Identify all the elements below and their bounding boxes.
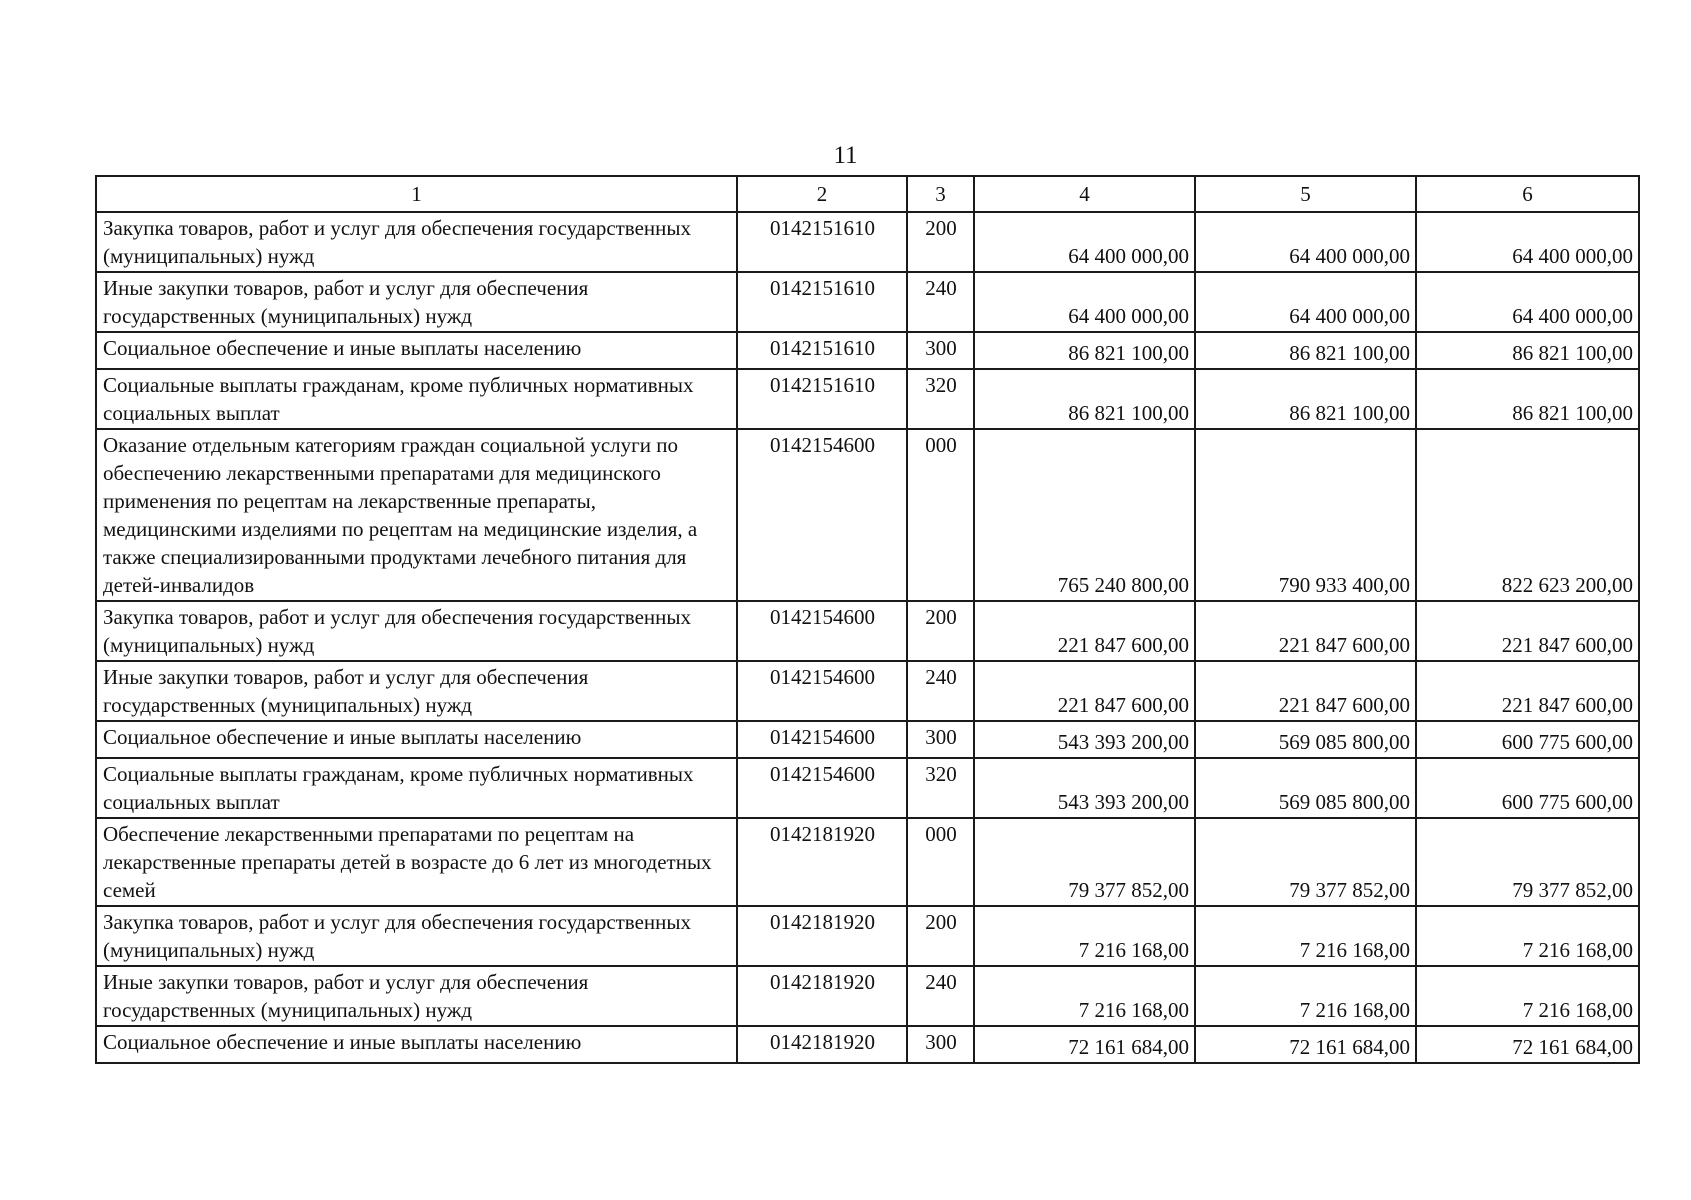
row-value-5: 79 377 852,00 (1195, 818, 1416, 906)
row-value-5: 86 821 100,00 (1195, 369, 1416, 429)
row-code: 0142151610 (737, 332, 907, 369)
row-code: 0142154600 (737, 661, 907, 721)
row-code: 0142154600 (737, 429, 907, 601)
row-name: Обеспечение лекарственными препаратами по рецептам на лекарственные препараты детей в возрасте до 6 лет из многодетных семей (96, 818, 737, 906)
row-value-5: 7 216 168,00 (1195, 966, 1416, 1026)
row-value-5: 221 847 600,00 (1195, 661, 1416, 721)
row-name: Социальное обеспечение и иные выплаты населению (96, 721, 737, 758)
row-name: Оказание отдельным категориям граждан социальной услуги по обеспечению лекарственными препаратами для медицинского применения по рецептам на лекарственные препараты, медицинскими изделиями по рецептам на медицинские изделия, а также специализированными продуктами лечебного питания для детей-инвалидов (96, 429, 737, 601)
column-header-2: 2 (737, 176, 907, 212)
row-value-4: 79 377 852,00 (974, 818, 1195, 906)
row-code: 0142154600 (737, 601, 907, 661)
column-header-6: 6 (1416, 176, 1639, 212)
row-value-6: 221 847 600,00 (1416, 601, 1639, 661)
row-value-4: 7 216 168,00 (974, 966, 1195, 1026)
row-value-6: 79 377 852,00 (1416, 818, 1639, 906)
row-name: Иные закупки товаров, работ и услуг для обеспечения государственных (муниципальных) нужд (96, 272, 737, 332)
row-type: 240 (907, 966, 974, 1026)
budget-table (95, 175, 1640, 1064)
row-name: Закупка товаров, работ и услуг для обеспечения государственных (муниципальных) нужд (96, 906, 737, 966)
row-value-4: 64 400 000,00 (974, 212, 1195, 272)
row-value-6: 72 161 684,00 (1416, 1026, 1639, 1063)
table-row (96, 661, 1639, 721)
table-row (96, 272, 1639, 332)
row-type: 320 (907, 758, 974, 818)
row-code: 0142151610 (737, 272, 907, 332)
row-name: Закупка товаров, работ и услуг для обеспечения государственных (муниципальных) нужд (96, 601, 737, 661)
row-code: 0142154600 (737, 758, 907, 818)
column-header-5: 5 (1195, 176, 1416, 212)
row-value-4: 86 821 100,00 (974, 369, 1195, 429)
row-value-4: 7 216 168,00 (974, 906, 1195, 966)
row-name: Иные закупки товаров, работ и услуг для обеспечения государственных (муниципальных) нужд (96, 661, 737, 721)
row-value-5: 569 085 800,00 (1195, 721, 1416, 758)
table-row (96, 1026, 1639, 1063)
row-code: 0142181920 (737, 818, 907, 906)
row-code: 0142151610 (737, 369, 907, 429)
row-value-6: 822 623 200,00 (1416, 429, 1639, 601)
row-type: 200 (907, 906, 974, 966)
row-value-4: 72 161 684,00 (974, 1026, 1195, 1063)
row-name: Иные закупки товаров, работ и услуг для обеспечения государственных (муниципальных) нужд (96, 966, 737, 1026)
table-row (96, 906, 1639, 966)
row-name: Социальные выплаты гражданам, кроме публичных нормативных социальных выплат (96, 758, 737, 818)
row-value-4: 543 393 200,00 (974, 758, 1195, 818)
row-value-6: 64 400 000,00 (1416, 212, 1639, 272)
row-name: Закупка товаров, работ и услуг для обеспечения государственных (муниципальных) нужд (96, 212, 737, 272)
column-header-1: 1 (96, 176, 737, 212)
row-type: 240 (907, 272, 974, 332)
row-type: 200 (907, 212, 974, 272)
row-type: 240 (907, 661, 974, 721)
row-value-6: 7 216 168,00 (1416, 966, 1639, 1026)
row-type: 300 (907, 721, 974, 758)
row-value-5: 72 161 684,00 (1195, 1026, 1416, 1063)
table-row (96, 721, 1639, 758)
row-value-6: 221 847 600,00 (1416, 661, 1639, 721)
column-header-3: 3 (907, 176, 974, 212)
row-value-5: 7 216 168,00 (1195, 906, 1416, 966)
table-row (96, 966, 1639, 1026)
row-code: 0142181920 (737, 1026, 907, 1063)
row-value-6: 86 821 100,00 (1416, 369, 1639, 429)
row-value-4: 221 847 600,00 (974, 601, 1195, 661)
table-row (96, 369, 1639, 429)
row-value-5: 221 847 600,00 (1195, 601, 1416, 661)
row-value-4: 543 393 200,00 (974, 721, 1195, 758)
row-value-4: 221 847 600,00 (974, 661, 1195, 721)
row-value-6: 600 775 600,00 (1416, 758, 1639, 818)
table-row (96, 332, 1639, 369)
row-code: 0142181920 (737, 906, 907, 966)
row-value-6: 86 821 100,00 (1416, 332, 1639, 369)
row-value-4: 64 400 000,00 (974, 272, 1195, 332)
row-type: 200 (907, 601, 974, 661)
row-type: 300 (907, 1026, 974, 1063)
row-value-6: 7 216 168,00 (1416, 906, 1639, 966)
table-row (96, 212, 1639, 272)
row-value-5: 569 085 800,00 (1195, 758, 1416, 818)
table-row (96, 429, 1639, 601)
row-type: 000 (907, 818, 974, 906)
table-row (96, 601, 1639, 661)
row-value-5: 790 933 400,00 (1195, 429, 1416, 601)
row-type: 000 (907, 429, 974, 601)
row-code: 0142181920 (737, 966, 907, 1026)
row-value-5: 86 821 100,00 (1195, 332, 1416, 369)
table-row (96, 818, 1639, 906)
row-value-6: 64 400 000,00 (1416, 272, 1639, 332)
row-name: Социальное обеспечение и иные выплаты населению (96, 332, 737, 369)
row-value-5: 64 400 000,00 (1195, 272, 1416, 332)
row-code: 0142154600 (737, 721, 907, 758)
row-name: Социальное обеспечение и иные выплаты населению (96, 1026, 737, 1063)
row-type: 320 (907, 369, 974, 429)
row-code: 0142151610 (737, 212, 907, 272)
row-value-4: 765 240 800,00 (974, 429, 1195, 601)
row-value-6: 600 775 600,00 (1416, 721, 1639, 758)
table-row (96, 758, 1639, 818)
column-header-4: 4 (974, 176, 1195, 212)
header-row (96, 176, 1639, 212)
row-value-4: 86 821 100,00 (974, 332, 1195, 369)
row-type: 300 (907, 332, 974, 369)
page-number: 11 (833, 142, 858, 169)
row-value-5: 64 400 000,00 (1195, 212, 1416, 272)
row-name: Социальные выплаты гражданам, кроме публичных нормативных социальных выплат (96, 369, 737, 429)
